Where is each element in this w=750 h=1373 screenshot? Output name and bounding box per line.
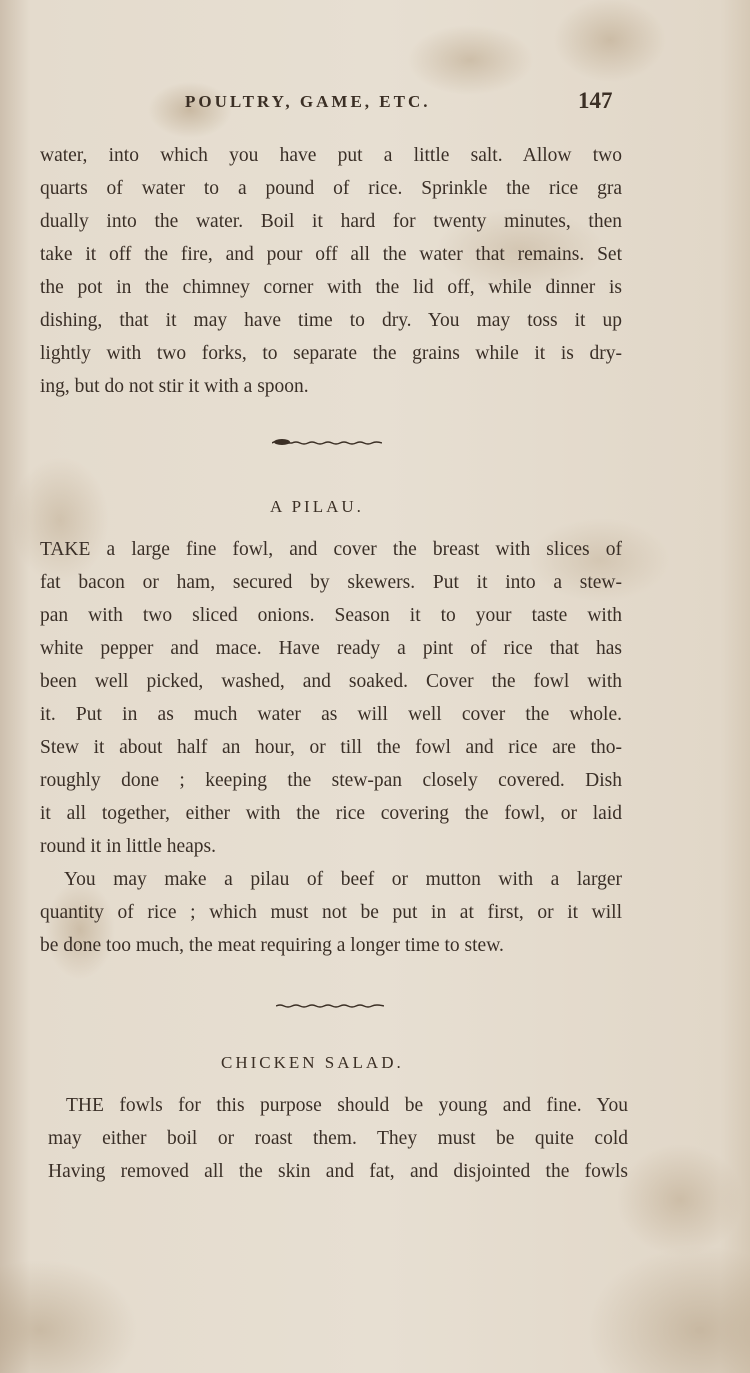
section-divider-ornament xyxy=(276,1002,384,1010)
text-line: the pot in the chimney corner with the lid off, while dinner is xyxy=(40,277,622,298)
text-line: white pepper and mace. Have ready a pint of rice that has xyxy=(40,638,622,659)
text-line: quarts of water to a pound of rice. Sprinkle the rice gra xyxy=(40,178,622,199)
text-line: it. Put in as much water as will well cover the whole. xyxy=(40,704,622,725)
text-line: quantity of rice ; which must not be put in at first, or it will xyxy=(40,902,622,923)
text-line: lightly with two forks, to separate the grains while it is dry- xyxy=(40,343,622,364)
chicken-salad-paragraph xyxy=(48,1089,628,1188)
text-line: round it in little heaps. xyxy=(40,836,217,857)
pilau-paragraph xyxy=(40,533,622,962)
text-line: it all together, either with the rice covering the fowl, or laid xyxy=(40,803,622,824)
text-line: TAKE a large fine fowl, and cover the breast with slices of xyxy=(40,539,622,560)
text-line: roughly done ; keeping the stew-pan closely covered. Dish xyxy=(40,770,622,791)
continuation-paragraph xyxy=(40,139,622,403)
text-line: dually into the water. Boil it hard for twenty minutes, then xyxy=(40,211,622,232)
text-line: You may make a pilau of beef or mutton with a larger xyxy=(64,869,622,890)
text-line: be done too much, the meat requiring a longer time to stew. xyxy=(40,935,504,956)
page-number: 147 xyxy=(578,88,613,113)
running-title: POULTRY, GAME, ETC. xyxy=(185,92,431,111)
text-line: may either boil or roast them. They must be quite cold xyxy=(48,1128,628,1149)
text-line: Stew it about half an hour, or till the fowl and rice are tho- xyxy=(40,737,622,758)
section-divider-ornament xyxy=(272,438,382,446)
text-line: pan with two sliced onions. Season it to your taste with xyxy=(40,605,622,626)
text-line: ing, but do not stir it with a spoon. xyxy=(40,376,309,397)
text-line: THE fowls for this purpose should be young and fine. You xyxy=(66,1095,628,1116)
text-line: dishing, that it may have time to dry. You may toss it up xyxy=(40,310,622,331)
text-line: been well picked, washed, and soaked. Cover the fowl with xyxy=(40,671,622,692)
text-line: water, into which you have put a little salt. Allow two xyxy=(40,145,622,166)
text-line: Having removed all the skin and fat, and disjointed the fowls xyxy=(48,1161,628,1182)
recipe-heading-chicken-salad: CHICKEN SALAD. xyxy=(221,1053,404,1072)
text-line: take it off the fire, and pour off all the water that remains. Set xyxy=(40,244,622,265)
text-line: fat bacon or ham, secured by skewers. Put it into a stew- xyxy=(40,572,622,593)
recipe-heading-pilau: A PILAU. xyxy=(270,497,364,516)
